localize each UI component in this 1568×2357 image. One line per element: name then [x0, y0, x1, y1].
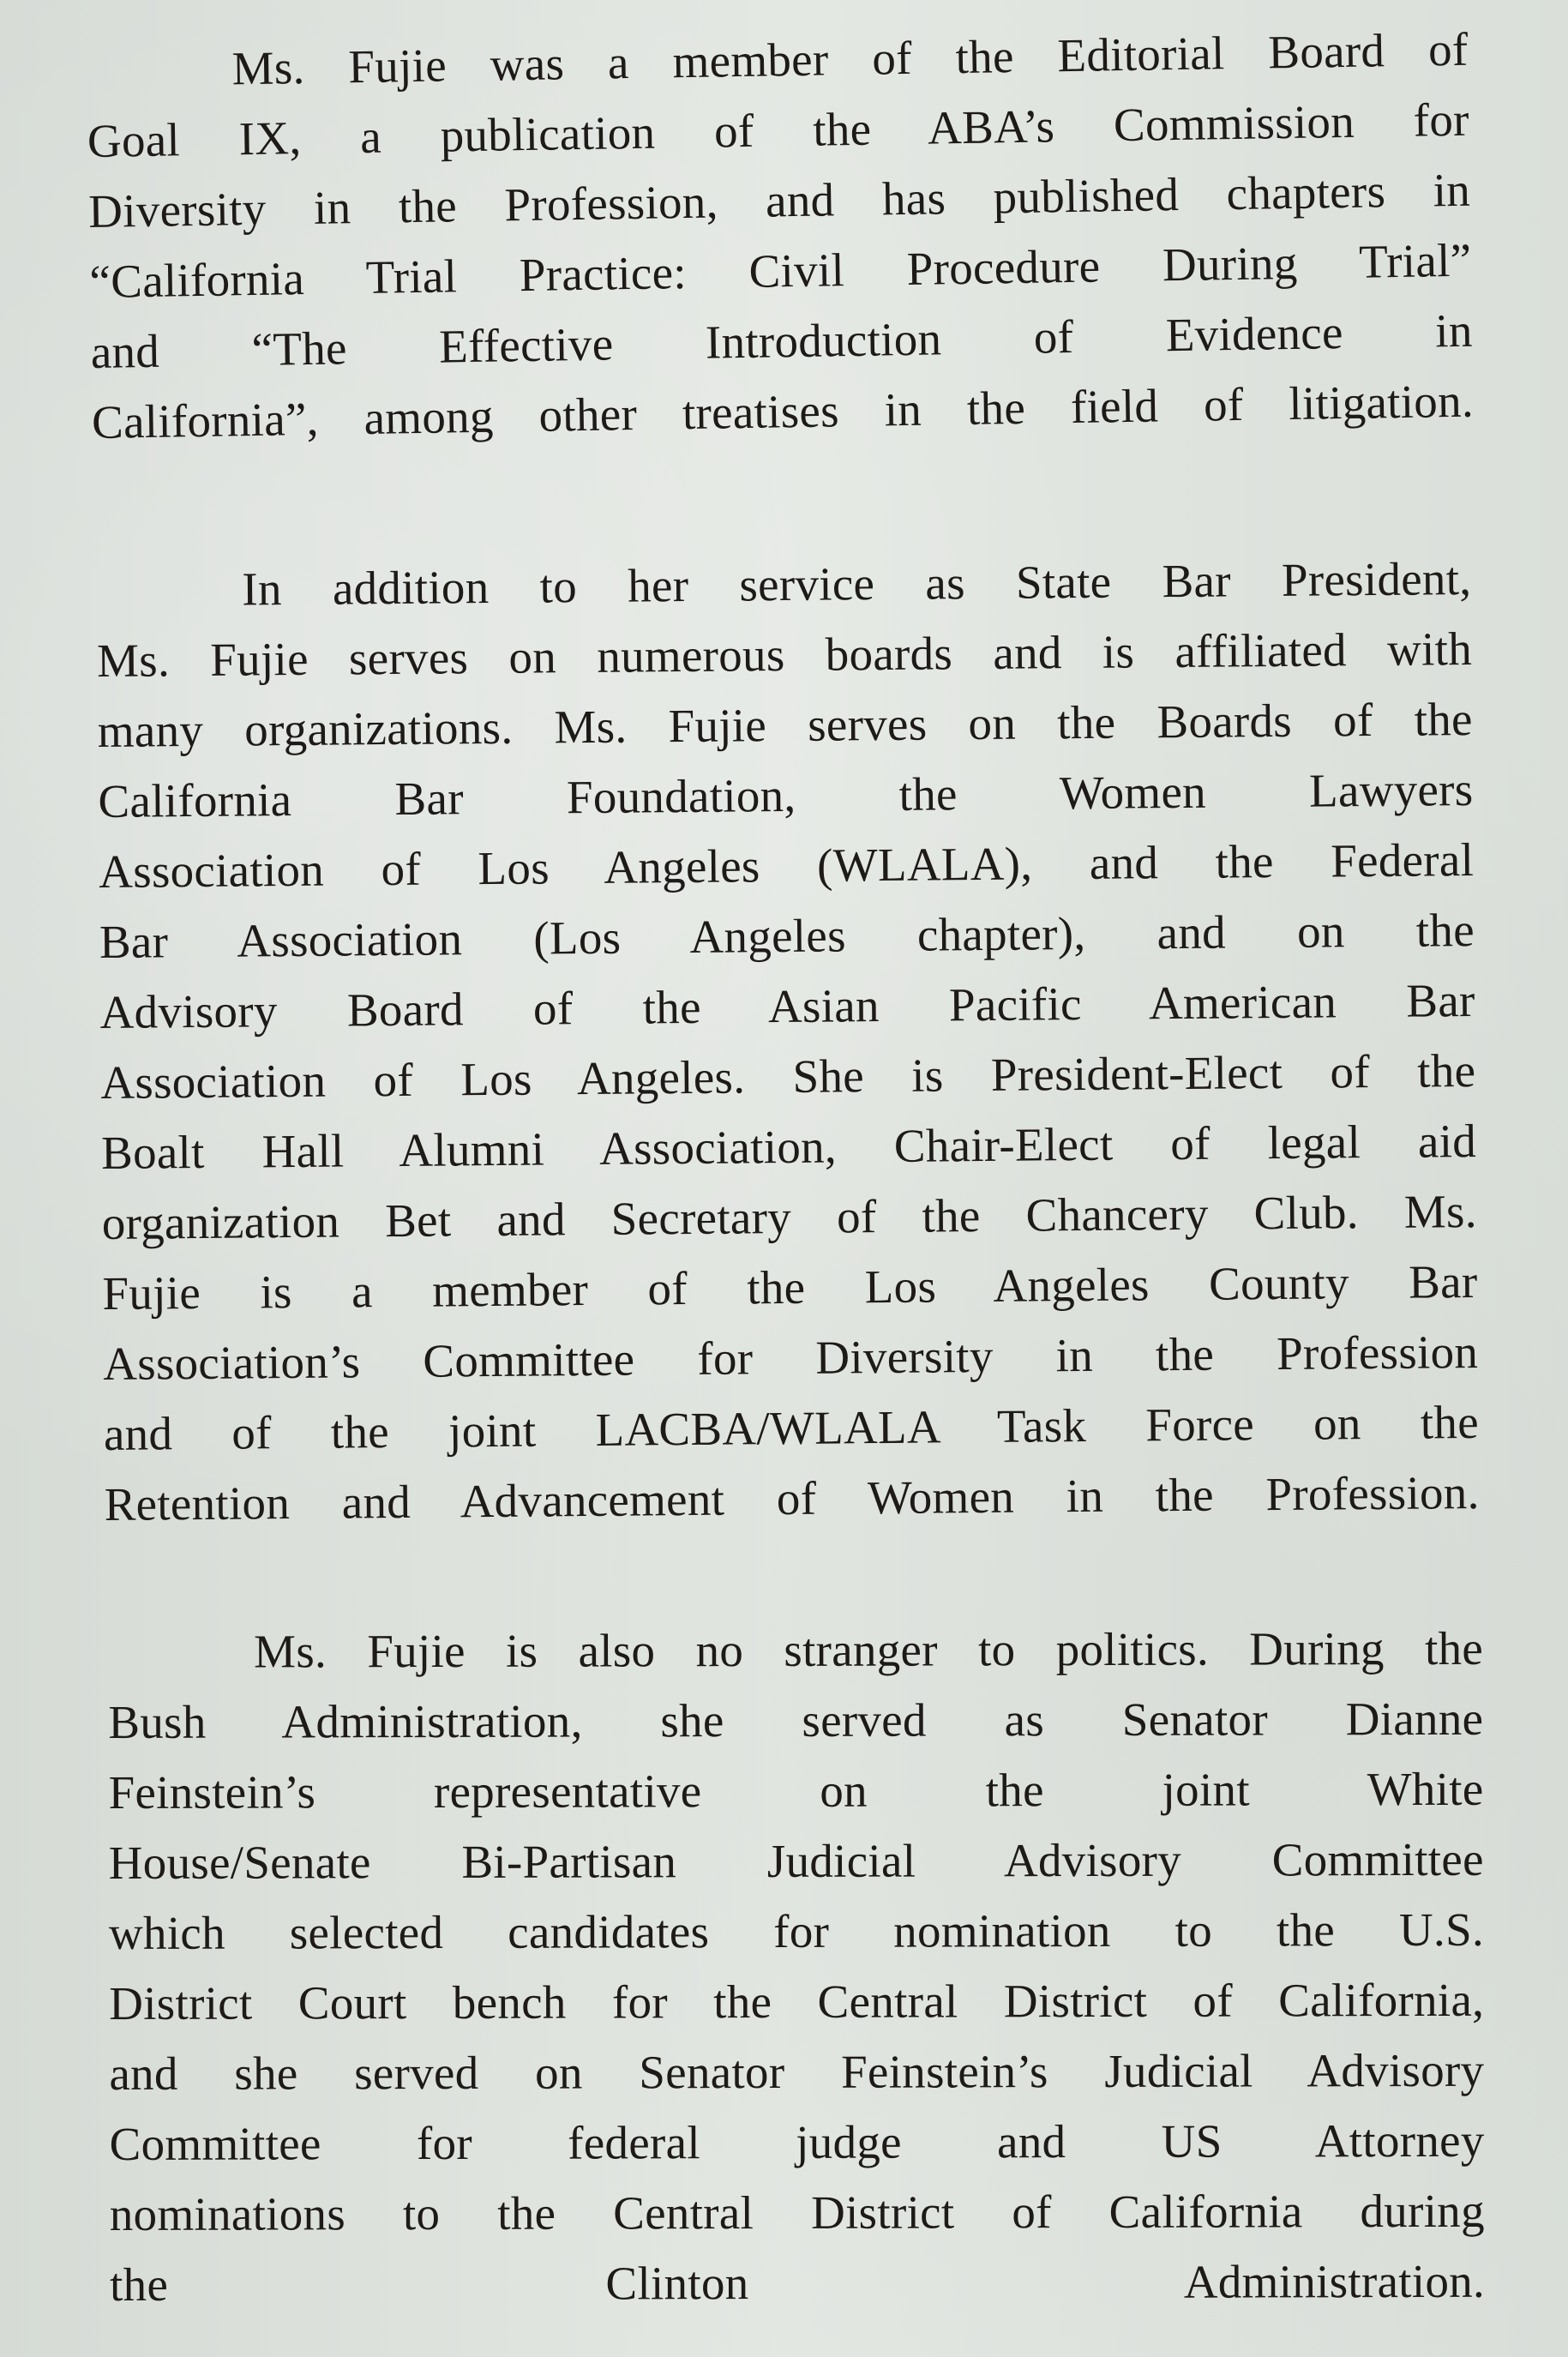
text-line: many organizations. Ms. Fujie serves on the Boards of the — [97, 692, 1473, 757]
text-line: Fujie is a member of the Los Angeles County Bar — [102, 1254, 1478, 1320]
text-line: and of the joint LACBA/WLALA Task Force on the — [103, 1395, 1480, 1460]
text-line: Ms. Fujie serves on numerous boards and is affiliated with — [96, 622, 1473, 687]
text-line: the Clinton Administration. — [109, 2254, 1486, 2311]
text-line: Committee for federal judge and US Attorney — [109, 2113, 1485, 2170]
text-line: Goal IX, a publication of the ABA’s Commission for — [87, 93, 1470, 167]
text-line: Association’s Committee for Diversity in the Profession — [102, 1325, 1479, 1390]
text-line: Retention and Advancement of Women in the Profession. — [104, 1465, 1480, 1530]
paragraph-politics — [108, 1614, 1485, 2320]
text-line: California”, among other treatises in the field of litigation. — [91, 374, 1475, 448]
text-line: organization Bet and Secretary of the Chancery Club. Ms. — [101, 1184, 1477, 1249]
text-line: Ms. Fujie was a member of the Editorial Board of — [231, 22, 1469, 95]
text-line: Feinstein’s representative on the joint White — [108, 1762, 1484, 1819]
text-line: House/Senate Bi-Partisan Judicial Advisory Committee — [108, 1832, 1484, 1889]
text-line: Advisory Board of the Asian Pacific American Bar — [99, 973, 1475, 1038]
text-line: nominations to the Central District of California during — [109, 2184, 1485, 2240]
text-line: Bush Administration, she served as Senator Dianne — [108, 1692, 1484, 1748]
paragraph-editorial-board — [86, 15, 1475, 458]
text-line: and “The Effective Introduction of Evidence in — [90, 304, 1474, 378]
text-line: In addition to her service as State Bar President, — [242, 552, 1472, 616]
text-line: Boalt Hall Alumni Association, Chair-Elect of legal aid — [100, 1114, 1477, 1179]
paragraph-boards-affiliations — [96, 544, 1480, 1540]
text-line: District Court bench for the Central District of California, — [109, 1973, 1485, 2029]
text-line: Diversity in the Profession, and has published chapters in — [87, 163, 1471, 238]
text-line: “California Trial Practice: Civil Procedure During Trial” — [89, 233, 1472, 308]
text-line: Association of Los Angeles. She is President-Elect of the — [100, 1043, 1476, 1109]
text-line: which selected candidates for nomination to the U.S. — [108, 1903, 1485, 1959]
text-line: California Bar Foundation, the Women Lawyers — [98, 762, 1474, 827]
text-line: and she served on Senator Feinstein’s Judicial Advisory — [109, 2043, 1485, 2100]
text-line: Ms. Fujie is also no stranger to politics. During the — [254, 1621, 1484, 1678]
text-line: Bar Association (Los Angeles chapter), and on the — [99, 903, 1475, 968]
text-line: Association of Los Angeles (WLALA), and the Federal — [98, 833, 1475, 898]
